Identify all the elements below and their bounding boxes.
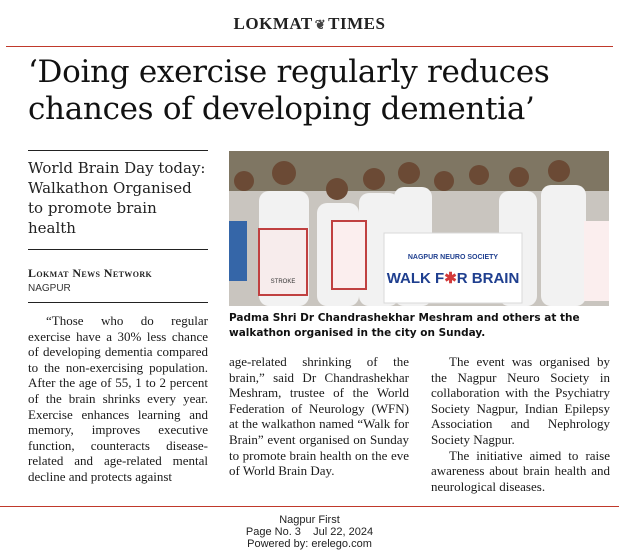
- dateline: NAGPUR: [28, 283, 71, 294]
- walk-for-brain-banner: [384, 233, 522, 303]
- logo-text-left: LOKMAT: [233, 14, 313, 33]
- banner-title-b: R BRAIN: [456, 270, 520, 287]
- masthead-rule: [6, 46, 613, 47]
- banner-title-a: WALK F: [386, 270, 445, 287]
- column-3-para-1: The event was organised by the Nagpur Neuro Society in collaboration with the Psychiatry Society Nagpur, Indian Epilepsy Association and Nephrology Society Nagpur.: [431, 354, 610, 447]
- masthead: [0, 0, 619, 46]
- edition-name: Nagpur First: [279, 514, 340, 526]
- byline: Lokmat News Network: [28, 266, 153, 280]
- brain-heart-icon: ✱: [444, 270, 457, 287]
- photo-caption: Padma Shri Dr Chandrashekhar Meshram and others at the walkathon organised in the city on Sunday.: [229, 312, 580, 339]
- photo-illustration: [229, 151, 609, 306]
- page-footer: [0, 514, 619, 550]
- footer-rule: [0, 506, 619, 507]
- subhead: World Brain Day today: Walkathon Organised to promote brain health: [28, 159, 206, 237]
- powered-by: Powered by: erelego.com: [247, 538, 372, 550]
- publication-logo: [0, 14, 619, 34]
- banner-title: [387, 270, 520, 287]
- event-photo: [229, 151, 609, 306]
- page-and-date: Page No. 3 Jul 22, 2024: [245, 526, 374, 538]
- emblem-icon: ❦: [314, 17, 327, 32]
- page-title: ‘Doing exercise regularly reduces chances of developing dementia’: [28, 54, 550, 127]
- column-2-text: age-related shrinking of the brain,” said Dr Chandrashekhar Meshram, trustee of the World Federation of Neurology (WFN) at the walkathon named “Walk for Brain” event organised on Sunday to promote brain health on the eve of World Brain Day.: [229, 354, 409, 479]
- placard-text: STROKE: [270, 279, 296, 285]
- byline-rule: [28, 302, 208, 303]
- column-3-para-2: The initiative aimed to raise awareness about brain health and neurological diseases.: [431, 447, 610, 494]
- column-1-text: “Those who do regular exercise have a 30% less chance of developing dementia compared to the non-exercising population. After the age of 55, 1 to 2 percent of the brain shrinks every year. Exercise enhances learning and memory, improves executive function, counteracts disease-related and age-related mental decline and protects against: [28, 313, 208, 484]
- subhead-bottom-rule: [28, 249, 208, 250]
- article-column-2: [229, 354, 409, 479]
- subhead-top-rule: [28, 150, 208, 151]
- logo-text-right: TIMES: [328, 14, 386, 33]
- banner-org: NAGPUR NEURO SOCIETY: [407, 254, 499, 261]
- article-column-3: [431, 354, 610, 494]
- article-column-1: [28, 313, 208, 485]
